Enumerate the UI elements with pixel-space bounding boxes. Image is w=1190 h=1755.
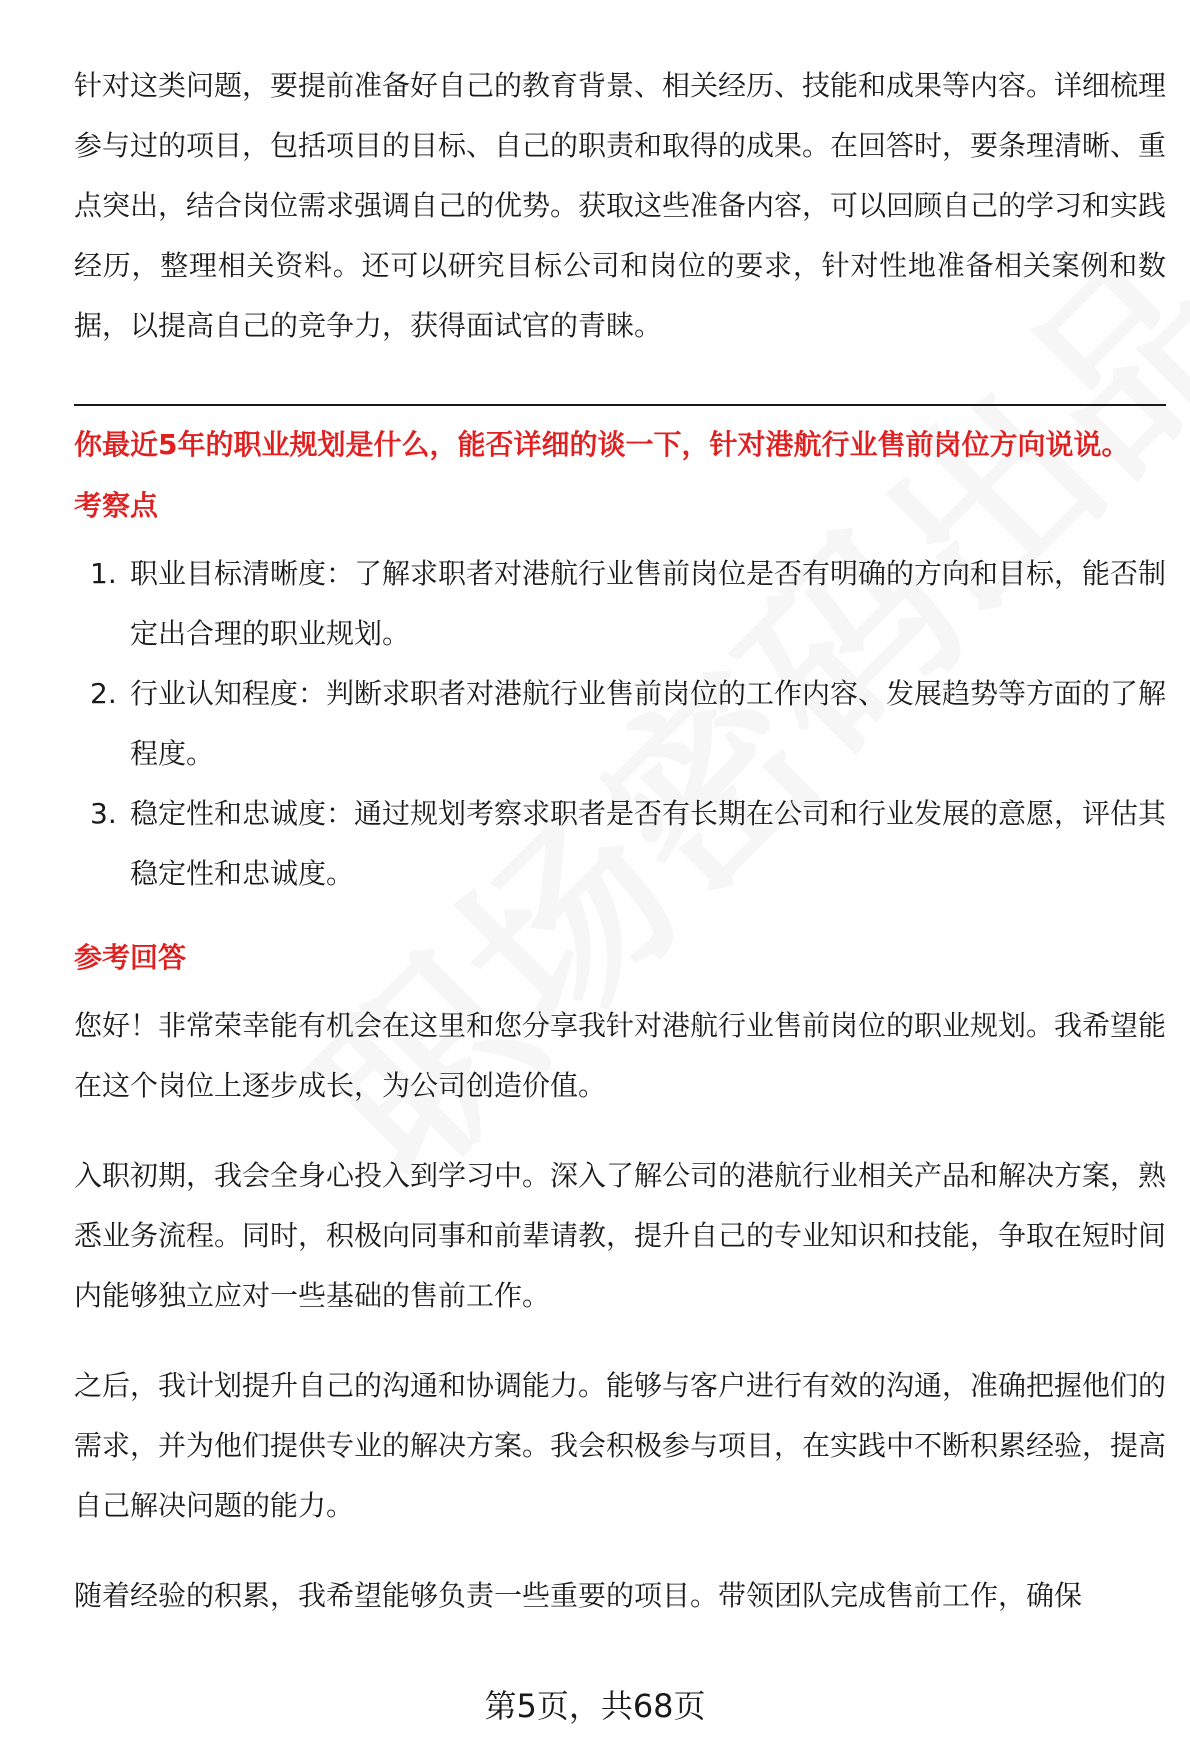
question-heading: 你最近5年的职业规划是什么，能否详细的谈一下，针对港航行业售前岗位方向说说。 (74, 428, 1130, 461)
answer-title: 参考回答 (74, 941, 187, 974)
assessment-point (74, 784, 1166, 904)
answer-paragraph: 您好！非常荣幸能有机会在这里和您分享我针对港航行业售前岗位的职业规划。我希望能在这个岗位上逐步成长，为公司创造价值。 (74, 1009, 1167, 1102)
point-text: 行业认知程度：判断求职者对港航行业售前岗位的工作内容、发展趋势等方面的了解程度。 (130, 677, 1167, 770)
document-page (74, 56, 1166, 1656)
answer-paragraph: 随着经验的积累，我希望能够负责一些重要的项目。带领团队完成售前工作，确保 (74, 1579, 1083, 1612)
answer-paragraph: 入职初期，我会全身心投入到学习中。深入了解公司的港航行业相关产品和解决方案，熟悉业务流程。同时，积极向同事和前辈请教，提升自己的专业知识和技能，争取在短时间内能够独立应对一些基础的售前工作。 (74, 1159, 1167, 1312)
page-number: 第5页，共68页 (484, 1687, 706, 1725)
point-text: 稳定性和忠诚度：通过规划考察求职者是否有长期在公司和行业发展的意愿，评估其稳定性和忠诚度。 (130, 797, 1167, 890)
assessment-point (74, 544, 1166, 664)
assessment-title: 考察点 (74, 489, 159, 522)
assessment-point (74, 664, 1166, 784)
point-text: 职业目标清晰度：了解求职者对港航行业售前岗位是否有明确的方向和目标，能否制定出合理的职业规划。 (130, 557, 1167, 650)
point-number: 2. (90, 677, 117, 710)
point-number: 3. (90, 797, 117, 830)
point-number: 1. (90, 557, 117, 590)
assessment-list (74, 544, 1166, 904)
intro-paragraph: 针对这类问题，要提前准备好自己的教育背景、相关经历、技能和成果等内容。详细梳理参与过的项目，包括项目的目标、自己的职责和取得的成果。在回答时，要条理清晰、重点突出，结合岗位需求强调自己的优势。获取这些准备内容，可以回顾自己的学习和实践经历，整理相关资料。还可以研究目标公司和岗位的要求，针对性地准备相关案例和数据，以提高自己的竞争力，获得面试官的青睐。 (74, 69, 1167, 342)
section-divider (74, 404, 1166, 406)
answer-paragraph: 之后，我计划提升自己的沟通和协调能力。能够与客户进行有效的沟通，准确把握他们的需求，并为他们提供专业的解决方案。我会积极参与项目，在实践中不断积累经验，提高自己解决问题的能力。 (74, 1369, 1167, 1522)
